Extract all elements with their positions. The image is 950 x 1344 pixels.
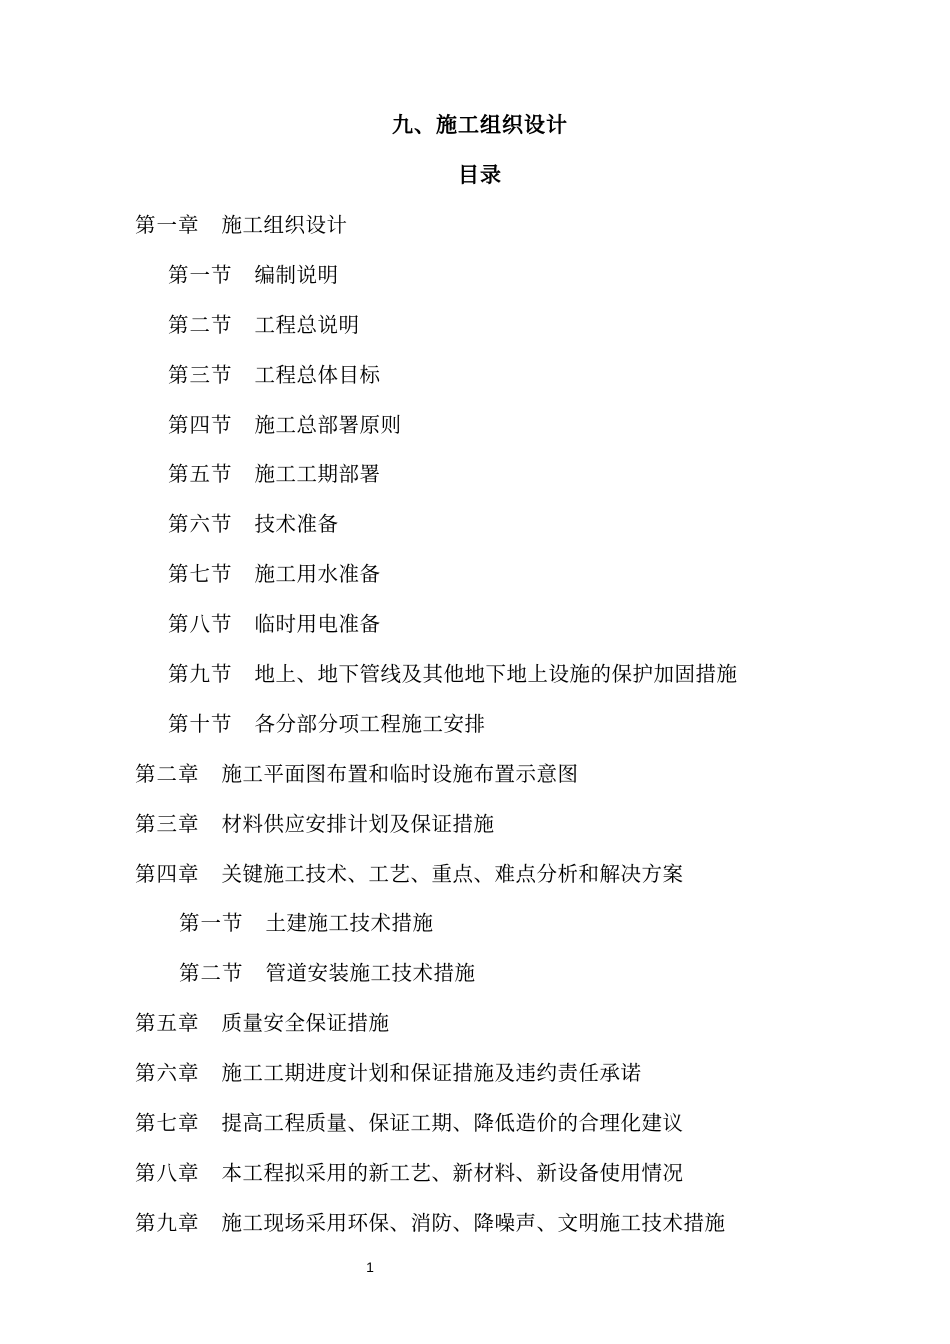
toc-entry-number: 第六节 [168, 512, 233, 537]
toc-entry-section [0, 306, 950, 356]
page-number: 1 [366, 1259, 374, 1275]
table-of-contents [0, 206, 950, 1254]
toc-entry-chapter [0, 1154, 950, 1204]
toc-entry-section [0, 655, 950, 705]
toc-entry-number: 第一节 [179, 911, 244, 936]
toc-entry-section [0, 505, 950, 555]
toc-entry-number: 第一节 [168, 262, 233, 287]
toc-entry-title: 本工程拟采用的新工艺、新材料、新设备使用情况 [221, 1160, 684, 1185]
toc-heading: 目录 [458, 163, 502, 187]
toc-entry-title: 土建施工技术措施 [265, 911, 434, 936]
toc-entry-number: 第二节 [179, 961, 244, 986]
toc-entry-number: 第一章 [135, 213, 200, 237]
toc-entry-number: 第七节 [168, 562, 233, 587]
toc-entry-number: 第九节 [168, 662, 233, 687]
toc-entry-number: 第三节 [168, 362, 233, 387]
toc-entry-chapter [0, 1004, 950, 1054]
toc-entry-number: 第四章 [135, 861, 200, 886]
toc-entry-section [0, 455, 950, 505]
toc-entry-chapter [0, 1054, 950, 1104]
toc-entry-title: 施工工期部署 [254, 462, 381, 487]
toc-entry-section [0, 605, 950, 655]
toc-entry-title: 工程总体目标 [254, 362, 381, 387]
toc-entry-chapter [0, 805, 950, 855]
toc-entry-number: 第八节 [168, 612, 233, 637]
toc-entry-number: 第八章 [135, 1160, 200, 1185]
toc-entry-title: 施工总部署原则 [254, 412, 402, 437]
toc-entry-title: 质量安全保证措施 [221, 1011, 390, 1036]
toc-entry-number: 第三章 [135, 811, 200, 836]
toc-entry-number: 第五章 [135, 1011, 200, 1036]
toc-entry-title: 施工现场采用环保、消防、降噪声、文明施工技术措施 [221, 1210, 726, 1235]
toc-entry-title: 关键施工技术、工艺、重点、难点分析和解决方案 [221, 861, 684, 886]
toc-entry-title: 材料供应安排计划及保证措施 [221, 811, 495, 836]
toc-entry-title: 编制说明 [254, 262, 339, 287]
toc-entry-title: 工程总说明 [254, 312, 360, 337]
toc-entry-title: 施工用水准备 [254, 562, 381, 587]
toc-entry-chapter [0, 755, 950, 805]
toc-entry-title: 提高工程质量、保证工期、降低造价的合理化建议 [221, 1111, 684, 1136]
toc-entry-chapter [0, 1104, 950, 1154]
toc-entry-subsection [0, 904, 950, 954]
toc-entry-chapter [0, 206, 950, 256]
toc-entry-section [0, 555, 950, 605]
toc-entry-number: 第十节 [168, 711, 233, 736]
toc-entry-title: 技术准备 [254, 512, 339, 537]
toc-entry-title: 临时用电准备 [254, 612, 381, 637]
toc-entry-chapter [0, 1204, 950, 1254]
toc-entry-title: 施工组织设计 [221, 213, 348, 237]
toc-entry-number: 第九章 [135, 1210, 200, 1235]
document-title: 九、施工组织设计 [392, 113, 568, 137]
toc-entry-section [0, 356, 950, 406]
toc-entry-title: 施工平面图布置和临时设施布置示意图 [221, 761, 579, 786]
toc-entry-title: 地上、地下管线及其他地下地上设施的保护加固措施 [254, 662, 738, 687]
toc-entry-title: 各分部分项工程施工安排 [254, 711, 486, 736]
toc-entry-chapter [0, 855, 950, 905]
toc-entry-section [0, 406, 950, 456]
toc-entry-subsection [0, 954, 950, 1004]
toc-entry-title: 施工工期进度计划和保证措施及违约责任承诺 [221, 1061, 642, 1086]
toc-entry-number: 第二节 [168, 312, 233, 337]
toc-entry-title: 管道安装施工技术措施 [265, 961, 476, 986]
toc-entry-number: 第七章 [135, 1111, 200, 1136]
toc-entry-number: 第六章 [135, 1061, 200, 1086]
toc-entry-number: 第二章 [135, 761, 200, 786]
toc-entry-number: 第五节 [168, 462, 233, 487]
toc-entry-section [0, 256, 950, 306]
toc-entry-section [0, 705, 950, 755]
toc-entry-number: 第四节 [168, 412, 233, 437]
